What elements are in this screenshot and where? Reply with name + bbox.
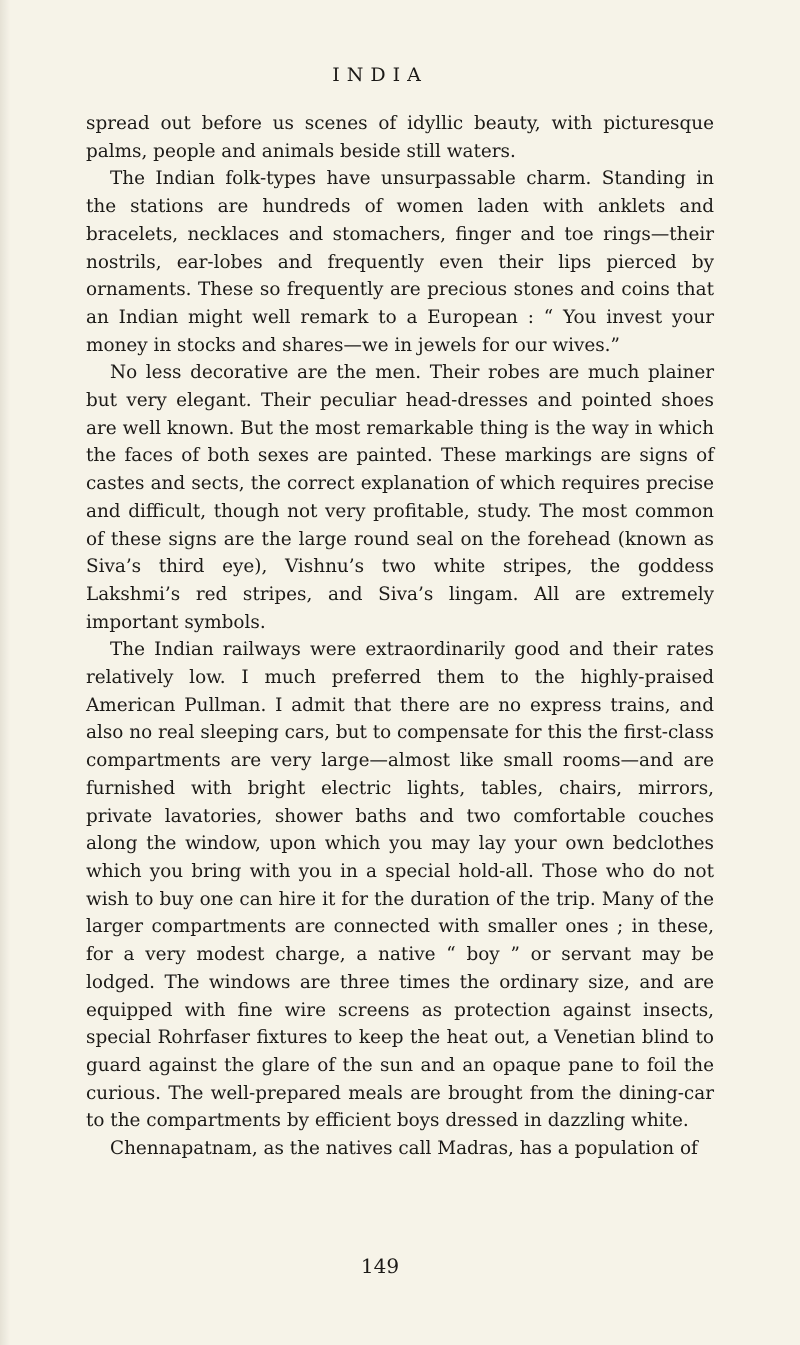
paragraph-4: The Indian railways were extraordinarily good and their rates relatively low. I much preferred them to the highly-praised American Pullman. I admit that there are no express trains, and also no real sleeping cars, but to compensate for this the first-class compartments are very large—almost like small rooms—and are furnished with bright electric lights, tables, chairs, mirrors, private lavatories, shower baths and two comfortable couches along the window, upon which you may lay your own bedclothes which you bring with you in a special hold-all. Those who do not wish to buy one can hire it for the duration of the trip. Many of the larger compartments are connected with smaller ones ; in these, for a very modest charge, a native “ boy ” or servant may be lodged. The windows are three times the ordinary size, and are equipped with fine wire screens as protection against insects, special Rohrfaser fixtures to keep the heat out, a Venetian blind to guard against the glare of the sun and an opaque pane to foil the curious. The well-prepared meals are brought from the dining-car to the compartments by efficient boys dressed in dazzling white.	[86, 639, 714, 1132]
body-text	[86, 110, 714, 1163]
paragraph-2: The Indian folk-types have unsurpassable charm. Standing in the stations are hundreds of women laden with anklets and bracelets, necklaces and stomachers, finger and toe rings—their nostrils, ear-lobes and frequently even their lips pierced by ornaments. These so frequently are precious stones and coins that an Indian might well remark to a European : “ You invest your money in stocks and shares—we in jewels for our wives.”	[86, 168, 714, 356]
page-number: 149	[360, 1254, 400, 1278]
paragraph-3: No less decorative are the men. Their robes are much plainer but very elegant. Their peculiar head-dresses and pointed shoes are well known. But the most remarkable thing is the way in which the faces of both sexes are painted. These markings are signs of castes and sects, the correct explanation of which requires precise and difficult, though not very profitable, study. The most common of these signs are the large round seal on the forehead (known as Siva’s third eye), Vishnu’s two white stripes, the goddess Lakshmi’s red stripes, and Siva’s lingam. All are extremely important symbols.	[86, 362, 714, 633]
gutter-shadow	[0, 0, 10, 1345]
paragraph-1: spread out before us scenes of idyllic beauty, with picturesque palms, people and animals beside still waters.	[86, 113, 714, 162]
running-head: INDIA	[332, 64, 428, 86]
paragraph-5: Chennapatnam, as the natives call Madras, has a population of	[110, 1138, 698, 1160]
